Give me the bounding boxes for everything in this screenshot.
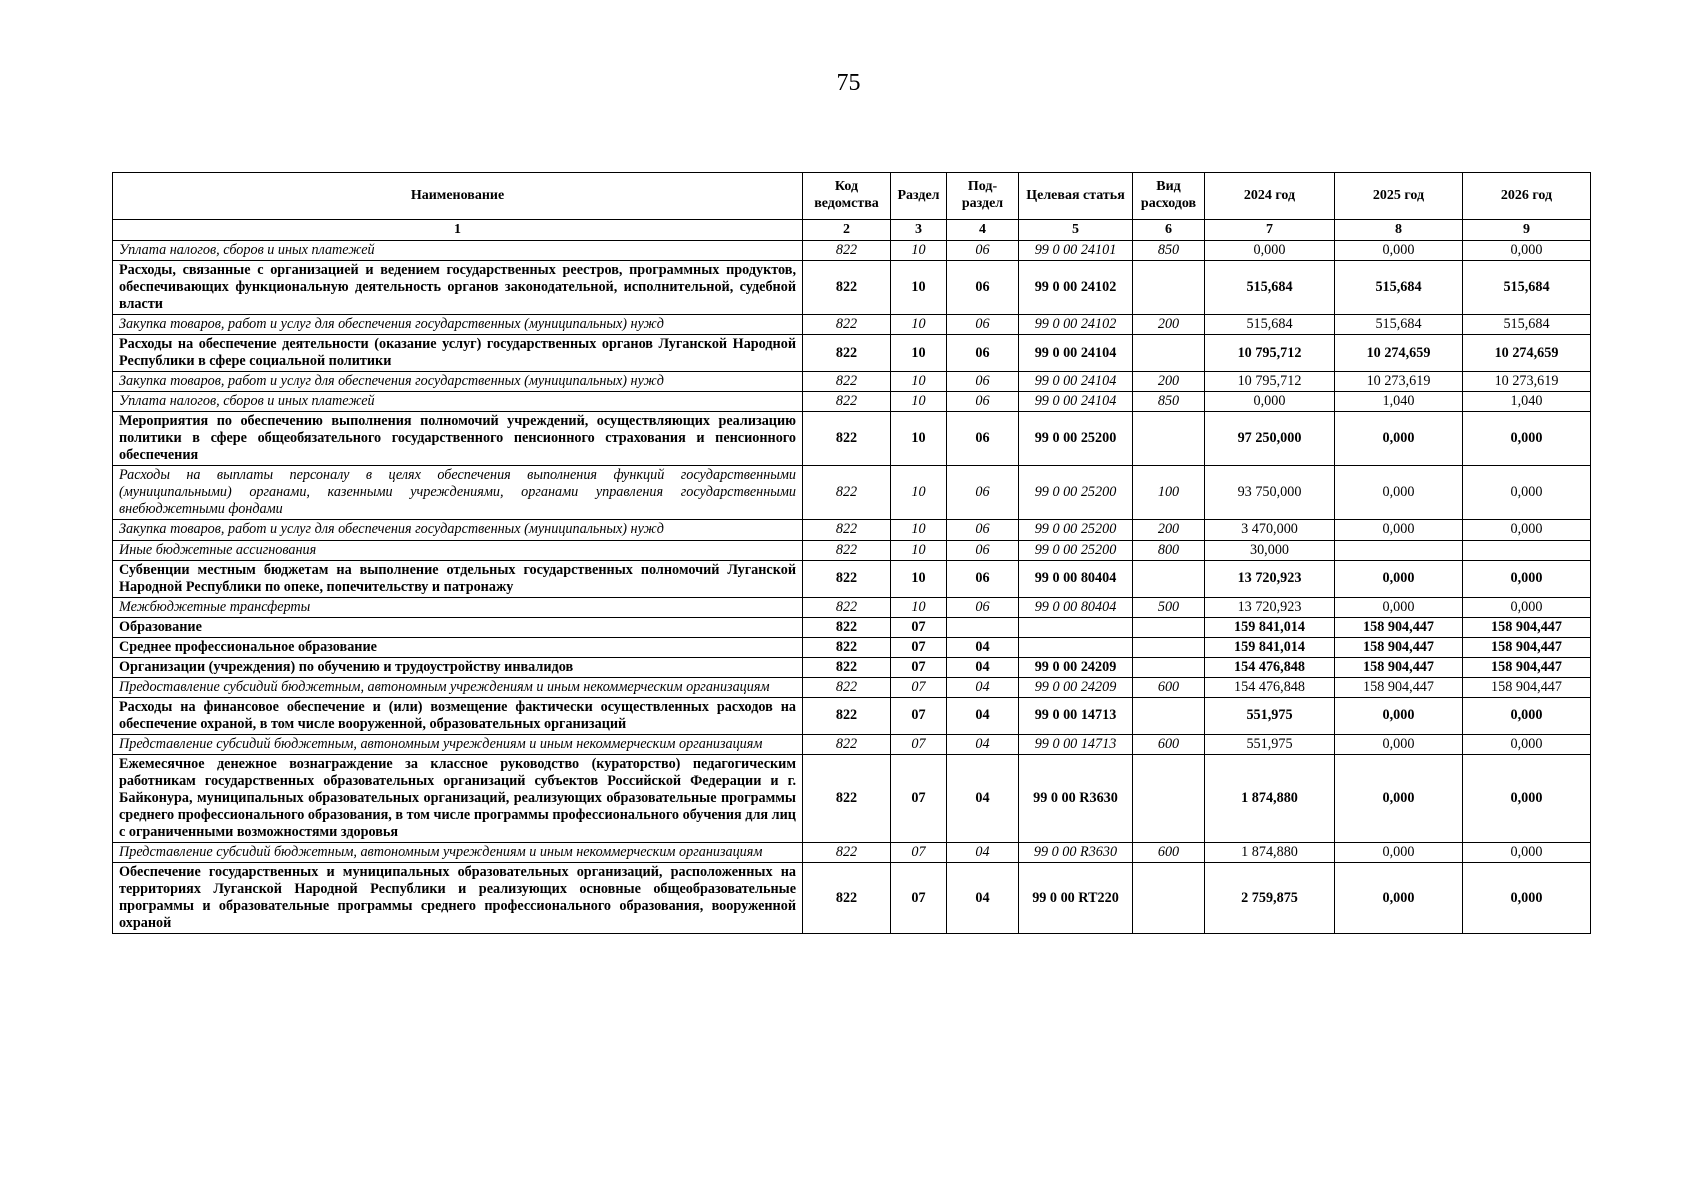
cell-section: 10 <box>891 520 947 540</box>
table-row <box>113 754 1591 842</box>
cell-2024: 2 759,875 <box>1205 863 1335 934</box>
cell-dept-code: 822 <box>803 412 891 466</box>
cell-2026: 515,684 <box>1463 315 1591 335</box>
column-number: 2 <box>803 220 891 241</box>
cell-name: Представление субсидий бюджетным, автономным учреждениям и иным некоммерческим организациям <box>113 734 803 754</box>
cell-2026: 0,000 <box>1463 520 1591 540</box>
column-number: 7 <box>1205 220 1335 241</box>
table-row <box>113 843 1591 863</box>
cell-subsection: 06 <box>947 520 1019 540</box>
cell-2026: 0,000 <box>1463 734 1591 754</box>
header-cell-section: Раздел <box>891 173 947 220</box>
budget-table <box>112 172 1591 934</box>
cell-dept-code: 822 <box>803 261 891 315</box>
cell-name: Иные бюджетные ассигнования <box>113 540 803 560</box>
cell-name: Организации (учреждения) по обучению и трудоустройству инвалидов <box>113 657 803 677</box>
cell-expense-type: 800 <box>1133 540 1205 560</box>
cell-subsection: 06 <box>947 261 1019 315</box>
cell-2026: 0,000 <box>1463 754 1591 842</box>
cell-section: 10 <box>891 392 947 412</box>
header-cell-name: Наименование <box>113 173 803 220</box>
cell-2025: 0,000 <box>1335 412 1463 466</box>
cell-expense-type: 600 <box>1133 677 1205 697</box>
cell-2025: 0,000 <box>1335 697 1463 734</box>
cell-target-article: 99 0 00 25200 <box>1019 412 1133 466</box>
cell-2025: 1,040 <box>1335 392 1463 412</box>
cell-name: Уплата налогов, сборов и иных платежей <box>113 241 803 261</box>
cell-name: Расходы на финансовое обеспечение и (или) возмещение фактически осуществленных расходов на обеспечение охраной, в том числе вооруженной, образовательных организаций <box>113 697 803 734</box>
cell-2025: 0,000 <box>1335 754 1463 842</box>
cell-name: Предоставление субсидий бюджетным, автономным учреждениям и иным некоммерческим организациям <box>113 677 803 697</box>
cell-2026 <box>1463 540 1591 560</box>
cell-name: Расходы на выплаты персоналу в целях обеспечения выполнения функций государственными (муниципальными) органами, казенными учреждениями, органами управления государственными внебюджетными фондами <box>113 466 803 520</box>
table-row <box>113 372 1591 392</box>
cell-target-article: 99 0 00 25200 <box>1019 520 1133 540</box>
cell-subsection: 04 <box>947 863 1019 934</box>
cell-target-article: 99 0 00 25200 <box>1019 466 1133 520</box>
cell-target-article: 99 0 00 80404 <box>1019 597 1133 617</box>
cell-2024: 551,975 <box>1205 697 1335 734</box>
cell-2026: 0,000 <box>1463 697 1591 734</box>
cell-section: 10 <box>891 540 947 560</box>
cell-2025: 0,000 <box>1335 560 1463 597</box>
cell-dept-code: 822 <box>803 560 891 597</box>
cell-target-article: 99 0 00 RT220 <box>1019 863 1133 934</box>
cell-section: 07 <box>891 657 947 677</box>
cell-2026: 0,000 <box>1463 597 1591 617</box>
cell-2025: 10 274,659 <box>1335 335 1463 372</box>
cell-2026: 0,000 <box>1463 863 1591 934</box>
header-cell-2026: 2026 год <box>1463 173 1591 220</box>
cell-2024: 10 795,712 <box>1205 372 1335 392</box>
cell-name: Расходы, связанные с организацией и ведением государственных реестров, программных продуктов, обеспечивающих функциональную деятельность органов законодательной, исполнительной, судебной власти <box>113 261 803 315</box>
cell-2026: 0,000 <box>1463 412 1591 466</box>
cell-2025: 0,000 <box>1335 520 1463 540</box>
cell-target-article: 99 0 00 14713 <box>1019 734 1133 754</box>
cell-2024: 97 250,000 <box>1205 412 1335 466</box>
cell-subsection: 04 <box>947 754 1019 842</box>
table-row <box>113 657 1591 677</box>
cell-name: Закупка товаров, работ и услуг для обеспечения государственных (муниципальных) нужд <box>113 520 803 540</box>
cell-name: Расходы на обеспечение деятельности (оказание услуг) государственных органов Луганской Народной Республики в сфере социальной политики <box>113 335 803 372</box>
table-row <box>113 412 1591 466</box>
cell-expense-type: 850 <box>1133 241 1205 261</box>
table-row <box>113 617 1591 637</box>
cell-name: Закупка товаров, работ и услуг для обеспечения государственных (муниципальных) нужд <box>113 372 803 392</box>
cell-target-article: 99 0 00 24102 <box>1019 261 1133 315</box>
cell-2024: 1 874,880 <box>1205 754 1335 842</box>
cell-2024: 154 476,848 <box>1205 677 1335 697</box>
cell-2024: 159 841,014 <box>1205 617 1335 637</box>
cell-target-article: 99 0 00 14713 <box>1019 697 1133 734</box>
cell-target-article: 99 0 00 24209 <box>1019 677 1133 697</box>
cell-target-article <box>1019 617 1133 637</box>
cell-target-article: 99 0 00 24104 <box>1019 392 1133 412</box>
header-row <box>113 173 1591 220</box>
cell-2026: 10 273,619 <box>1463 372 1591 392</box>
cell-2026: 0,000 <box>1463 843 1591 863</box>
cell-expense-type: 200 <box>1133 372 1205 392</box>
column-number: 9 <box>1463 220 1591 241</box>
table-row <box>113 241 1591 261</box>
cell-dept-code: 822 <box>803 597 891 617</box>
table-row <box>113 697 1591 734</box>
cell-name: Закупка товаров, работ и услуг для обеспечения государственных (муниципальных) нужд <box>113 315 803 335</box>
table-row <box>113 392 1591 412</box>
cell-dept-code: 822 <box>803 335 891 372</box>
column-number: 1 <box>113 220 803 241</box>
cell-target-article: 99 0 00 24209 <box>1019 657 1133 677</box>
cell-section: 07 <box>891 843 947 863</box>
cell-2025: 0,000 <box>1335 734 1463 754</box>
cell-dept-code: 822 <box>803 677 891 697</box>
cell-dept-code: 822 <box>803 315 891 335</box>
cell-section: 10 <box>891 315 947 335</box>
cell-name: Ежемесячное денежное вознаграждение за классное руководство (кураторство) педагогическим работникам государственных образовательных организаций субъектов Российской Федерации и г. Байконура, муниципальных образовательных организаций, реализующих образовательные программы среднего профессионального образования, в том числе программы профессионального обучения для лиц с ограниченными возможностями здоровья <box>113 754 803 842</box>
cell-2024: 30,000 <box>1205 540 1335 560</box>
cell-section: 07 <box>891 697 947 734</box>
cell-2026: 0,000 <box>1463 241 1591 261</box>
cell-2025: 0,000 <box>1335 597 1463 617</box>
cell-2025 <box>1335 540 1463 560</box>
cell-dept-code: 822 <box>803 540 891 560</box>
column-number: 3 <box>891 220 947 241</box>
cell-expense-type <box>1133 697 1205 734</box>
table-row <box>113 520 1591 540</box>
cell-subsection: 04 <box>947 637 1019 657</box>
table-row <box>113 540 1591 560</box>
cell-expense-type: 600 <box>1133 843 1205 863</box>
cell-2025: 10 273,619 <box>1335 372 1463 392</box>
cell-subsection <box>947 617 1019 637</box>
column-number: 6 <box>1133 220 1205 241</box>
header-cell-expense-type: Вид расходов <box>1133 173 1205 220</box>
cell-dept-code: 822 <box>803 657 891 677</box>
cell-2025: 0,000 <box>1335 466 1463 520</box>
cell-section: 10 <box>891 261 947 315</box>
cell-target-article: 99 0 00 24101 <box>1019 241 1133 261</box>
cell-2025: 158 904,447 <box>1335 657 1463 677</box>
table-body <box>113 241 1591 934</box>
cell-target-article: 99 0 00 80404 <box>1019 560 1133 597</box>
cell-section: 07 <box>891 637 947 657</box>
cell-dept-code: 822 <box>803 520 891 540</box>
cell-section: 10 <box>891 335 947 372</box>
cell-target-article: 99 0 00 24102 <box>1019 315 1133 335</box>
cell-expense-type <box>1133 657 1205 677</box>
cell-target-article: 99 0 00 24104 <box>1019 372 1133 392</box>
cell-dept-code: 822 <box>803 372 891 392</box>
cell-subsection: 04 <box>947 677 1019 697</box>
cell-expense-type: 500 <box>1133 597 1205 617</box>
cell-2024: 159 841,014 <box>1205 637 1335 657</box>
cell-expense-type <box>1133 412 1205 466</box>
cell-2026: 0,000 <box>1463 560 1591 597</box>
table-row <box>113 335 1591 372</box>
cell-subsection: 06 <box>947 241 1019 261</box>
table-row <box>113 261 1591 315</box>
cell-dept-code: 822 <box>803 466 891 520</box>
cell-2025: 0,000 <box>1335 863 1463 934</box>
cell-2024: 154 476,848 <box>1205 657 1335 677</box>
cell-2024: 93 750,000 <box>1205 466 1335 520</box>
cell-section: 10 <box>891 412 947 466</box>
cell-subsection: 04 <box>947 843 1019 863</box>
cell-name: Уплата налогов, сборов и иных платежей <box>113 392 803 412</box>
cell-2024: 1 874,880 <box>1205 843 1335 863</box>
cell-2026: 1,040 <box>1463 392 1591 412</box>
table-row <box>113 677 1591 697</box>
cell-name: Образование <box>113 617 803 637</box>
cell-expense-type <box>1133 637 1205 657</box>
cell-section: 07 <box>891 863 947 934</box>
header-cell-2024: 2024 год <box>1205 173 1335 220</box>
cell-2026: 158 904,447 <box>1463 657 1591 677</box>
column-number: 8 <box>1335 220 1463 241</box>
cell-expense-type: 850 <box>1133 392 1205 412</box>
cell-2024: 515,684 <box>1205 261 1335 315</box>
cell-expense-type: 600 <box>1133 734 1205 754</box>
table-row <box>113 863 1591 934</box>
cell-subsection: 06 <box>947 597 1019 617</box>
cell-2024: 551,975 <box>1205 734 1335 754</box>
cell-2025: 158 904,447 <box>1335 637 1463 657</box>
cell-dept-code: 822 <box>803 754 891 842</box>
cell-section: 07 <box>891 734 947 754</box>
column-number: 5 <box>1019 220 1133 241</box>
cell-section: 10 <box>891 241 947 261</box>
cell-2024: 515,684 <box>1205 315 1335 335</box>
cell-target-article: 99 0 00 R3630 <box>1019 843 1133 863</box>
cell-name: Среднее профессиональное образование <box>113 637 803 657</box>
cell-subsection: 06 <box>947 315 1019 335</box>
header-cell-subsection: Под-раздел <box>947 173 1019 220</box>
cell-target-article: 99 0 00 24104 <box>1019 335 1133 372</box>
table-row <box>113 315 1591 335</box>
cell-dept-code: 822 <box>803 637 891 657</box>
header-cell-2025: 2025 год <box>1335 173 1463 220</box>
cell-2026: 158 904,447 <box>1463 677 1591 697</box>
cell-name: Обеспечение государственных и муниципальных образовательных организаций, расположенных на территориях Луганской Народной Республики и реализующих основные общеобразовательные программы и образовательные программы среднего профессионального образования, вооруженной охраной <box>113 863 803 934</box>
cell-name: Мероприятия по обеспечению выполнения полномочий учреждений, осуществляющих реализацию политики в сфере общеобязательного государственного пенсионного страхования и пенсионного обеспечения <box>113 412 803 466</box>
cell-2026: 158 904,447 <box>1463 637 1591 657</box>
cell-dept-code: 822 <box>803 617 891 637</box>
cell-section: 07 <box>891 677 947 697</box>
cell-2026: 0,000 <box>1463 466 1591 520</box>
page-number: 75 <box>836 70 861 96</box>
cell-2024: 0,000 <box>1205 241 1335 261</box>
cell-subsection: 06 <box>947 372 1019 392</box>
cell-subsection: 06 <box>947 335 1019 372</box>
table-row <box>113 597 1591 617</box>
cell-name: Представление субсидий бюджетным, автономным учреждениям и иным некоммерческим организациям <box>113 843 803 863</box>
cell-2024: 13 720,923 <box>1205 597 1335 617</box>
column-number: 4 <box>947 220 1019 241</box>
cell-expense-type: 200 <box>1133 520 1205 540</box>
cell-subsection: 06 <box>947 540 1019 560</box>
cell-subsection: 04 <box>947 697 1019 734</box>
cell-dept-code: 822 <box>803 241 891 261</box>
cell-2025: 158 904,447 <box>1335 677 1463 697</box>
cell-2025: 158 904,447 <box>1335 617 1463 637</box>
cell-subsection: 06 <box>947 466 1019 520</box>
header-cell-dept-code: Код ведомства <box>803 173 891 220</box>
cell-expense-type <box>1133 617 1205 637</box>
cell-2024: 10 795,712 <box>1205 335 1335 372</box>
cell-expense-type <box>1133 335 1205 372</box>
cell-expense-type: 200 <box>1133 315 1205 335</box>
cell-section: 07 <box>891 617 947 637</box>
cell-subsection: 04 <box>947 734 1019 754</box>
cell-subsection: 06 <box>947 412 1019 466</box>
table-row <box>113 466 1591 520</box>
cell-expense-type <box>1133 863 1205 934</box>
cell-dept-code: 822 <box>803 392 891 412</box>
cell-subsection: 04 <box>947 657 1019 677</box>
column-number-row <box>113 220 1591 241</box>
cell-section: 10 <box>891 560 947 597</box>
cell-target-article: 99 0 00 25200 <box>1019 540 1133 560</box>
cell-2025: 0,000 <box>1335 241 1463 261</box>
cell-2026: 515,684 <box>1463 261 1591 315</box>
cell-name: Межбюджетные трансферты <box>113 597 803 617</box>
cell-expense-type <box>1133 754 1205 842</box>
cell-2025: 515,684 <box>1335 261 1463 315</box>
table-row <box>113 734 1591 754</box>
cell-subsection: 06 <box>947 560 1019 597</box>
cell-expense-type <box>1133 560 1205 597</box>
cell-2025: 0,000 <box>1335 843 1463 863</box>
cell-2025: 515,684 <box>1335 315 1463 335</box>
cell-dept-code: 822 <box>803 843 891 863</box>
table-row <box>113 637 1591 657</box>
cell-section: 10 <box>891 372 947 392</box>
cell-2026: 158 904,447 <box>1463 617 1591 637</box>
table-row <box>113 560 1591 597</box>
cell-subsection: 06 <box>947 392 1019 412</box>
cell-section: 10 <box>891 597 947 617</box>
cell-dept-code: 822 <box>803 734 891 754</box>
cell-name: Субвенции местным бюджетам на выполнение отдельных государственных полномочий Луганской Народной Республики по опеке, попечительству и патронажу <box>113 560 803 597</box>
cell-expense-type: 100 <box>1133 466 1205 520</box>
cell-target-article <box>1019 637 1133 657</box>
cell-section: 07 <box>891 754 947 842</box>
cell-2026: 10 274,659 <box>1463 335 1591 372</box>
cell-2024: 3 470,000 <box>1205 520 1335 540</box>
header-cell-target-article: Целевая статья <box>1019 173 1133 220</box>
cell-section: 10 <box>891 466 947 520</box>
cell-expense-type <box>1133 261 1205 315</box>
cell-2024: 0,000 <box>1205 392 1335 412</box>
cell-dept-code: 822 <box>803 697 891 734</box>
cell-dept-code: 822 <box>803 863 891 934</box>
cell-target-article: 99 0 00 R3630 <box>1019 754 1133 842</box>
cell-2024: 13 720,923 <box>1205 560 1335 597</box>
